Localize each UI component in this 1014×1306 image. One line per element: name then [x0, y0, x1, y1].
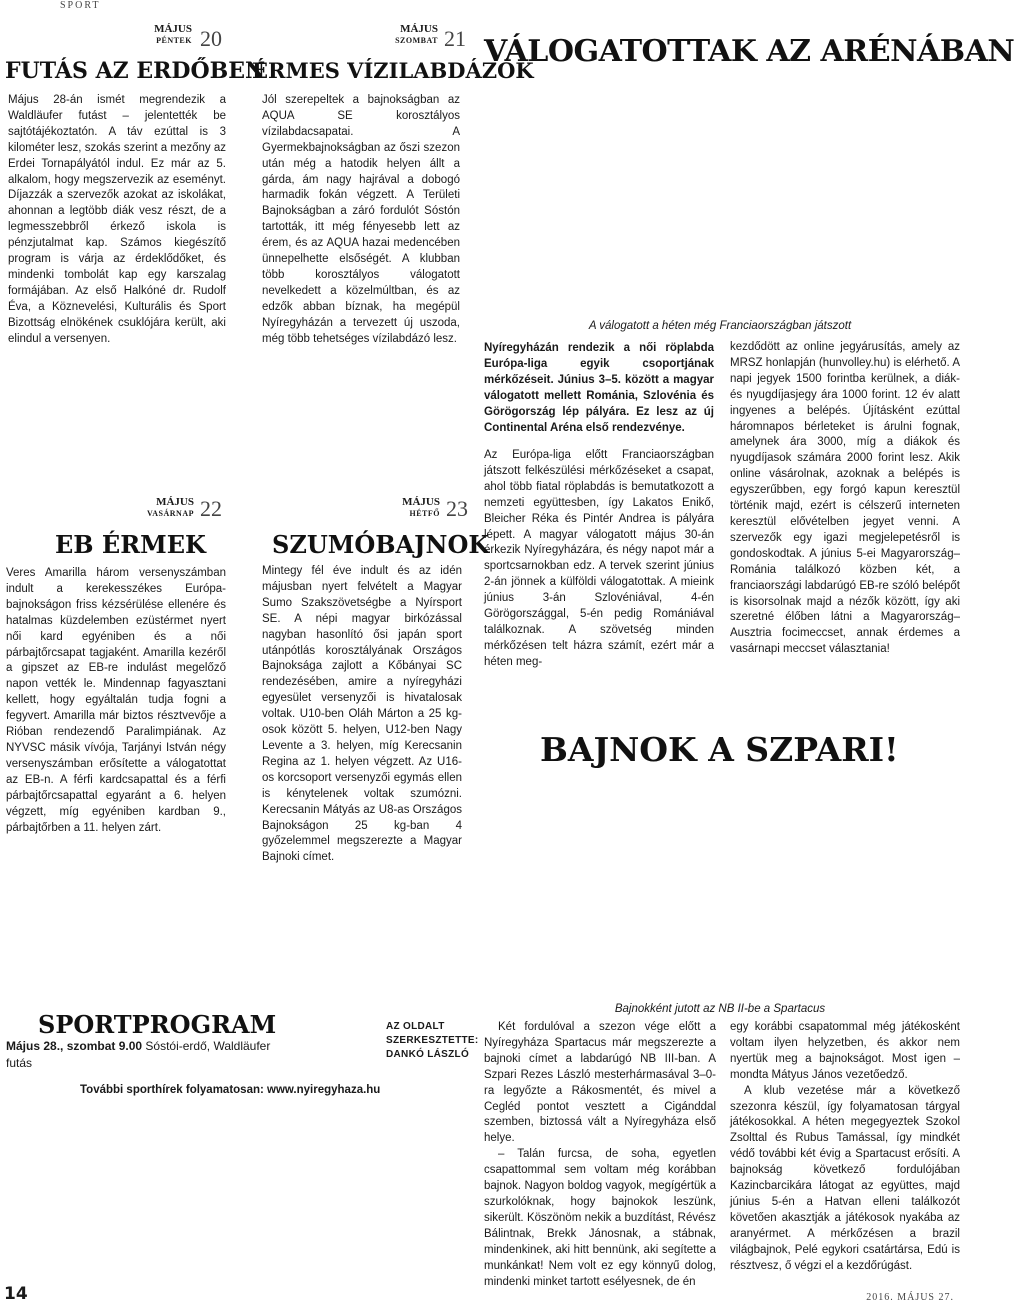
article-title: VÁLOGATOTTAK AZ ARÉNÁBAN — [484, 34, 1014, 69]
article-body — [484, 1020, 716, 1290]
date-weekday: SZOMBAT — [395, 36, 438, 45]
article-body: Az Európa-liga előtt Franciaországban játszott felkészülési mérkőzéseket a csapat, ahol több fiatal röplabdás is bemutatkozott a nemzeti együttesben, így Lakatos Enikő, Bleicher Réka és Pintér Andrea is pályára lépett. A magyar válogatott május 30-án érkezik Nyíregyházára, és négy napot már a sportcsarnokban edz. A tervek szerint június 2-án jönnek a külföldi válogatottak. A mieink június 3-án Szlovéniával, 4-én Görögországgal, 5-én pedig Romániával találkoznak. A szövetség minden mérkőzésen telt házra számít, ezért már a héten meg- — [484, 449, 714, 668]
article-body: Május 28-án ismét megrendezik a Waldläufer futást – jelentették be sajtótájékoztatón. A táv ezúttal is 3 kilométer lesz, szokás szerint a mezőny az Erdei Tornapályától indul. Ez már az 5. alkalom, hogy megszervezik az eseményt. Díjazzák a szervezők azokat az iskolákat, ahonnan a legtöbb diák vesz részt, de a legmesszebbről érkező iskola is pénzjutalmat kap. Számos kiegészítő program is várja az érdeklődőket, és mindenki tombolát kap egy karszalag formájában. Az első Halkóné dr. Rudolf Éva, a Köznevelési, Kulturális és Sport Bizottság elnökének csuklójára került, aki elindul a versenyen. — [8, 94, 226, 345]
date-day: 23 — [446, 496, 468, 521]
date-month: MÁJUS — [156, 496, 194, 508]
article-title: EB ÉRMEK — [55, 530, 206, 559]
more-news-link[interactable]: További sporthírek folyamatosan: www.nyiregyhaza.hu — [80, 1084, 381, 1096]
photo-caption: A válogatott a héten még Franciaországban játszott — [588, 320, 852, 332]
editor-name: DANKÓ LÁSZLÓ — [386, 1049, 470, 1060]
page-number: 14 — [4, 1284, 28, 1304]
date-month: MÁJUS — [402, 496, 440, 508]
article-lead: Nyíregyházán rendezik a női röplabda Európa-liga egyik csoportjának mérkőzéseit. Június 3–5. között a magyar válogatott mellett Románia, Szlovénia és Görögország lép pályára. Ez lesz az új Continental Aréna első rendezvénye. — [484, 342, 714, 434]
date-day: 22 — [200, 496, 222, 521]
date-block — [384, 497, 440, 519]
article-body: Veres Amarilla három versenyszámban indult a kerekesszékes Európa-bajnokságon friss kézsérülése ellenére és hatalmas küzdelemben ezüstérmet nyert női kard egyéniben és a női párbajtőrcsapat tagjaként. Amarilla kezéről a gipszet az EB-re indulást megelőző napon vették le. Mindennap fagyasztani kellett, hogy egyáltalán tudja fogni a fegyvert. Amarilla már biztos résztvevője a Rióban rendezendő Paralimpiának. Az NYVSC másik vívója, Tarjányi István négy versenyszámban erősítette a válogatottat az EB-n. A férfi kardcsapattal és a férfi párbajtőrcsapattal egyaránt a 6. helyen végzett, míg egyéniben kardban 9., párbajtőrben a 11. helyen zárt. — [6, 567, 226, 834]
program-title: SPORTPROGRAM — [38, 1010, 277, 1039]
section-label: SPORT — [60, 0, 101, 11]
date-day: 20 — [200, 26, 222, 51]
article-body: Jól szerepeltek a bajnokságban az AQUA SE korosztályos vízilabdacsapatai. A Gyermekbajnokságban az őszi szezon után még a hatodik helyen állt a gárda, ám nagy hajrával a dobogó harmadik fokán végzett. A Területi Bajnokságban a záró fordulót Sóstón tartották, itt még fényesebb lett az érem, és az AQUA hazai medencében ünnepelhette elsőségét. A klubban több korosztályos válogatott nevelkedett a közelmúltban, és az edzők abban bíznak, ha megépül Nyíregyházán a tervezett új uszoda, még több tehetséges vízilabdázó lesz. — [262, 94, 460, 345]
article-title: FUTÁS AZ ERDŐBEN — [5, 58, 266, 84]
article-body-continued: kezdődött az online jegyárusítás, amely az MRSZ honlapján (hunvolley.hu) is elérhető. A napi jegyek 1500 forintba kerülnek, a diák- és nyugdíjasjegy ára 1000 forint. 12 év alatt ingyenes a belépés. Újításként ezúttal háromnapos bérleteket is árulni fognak, amelynek ára 3000, míg a diákok és nyugdíjasok számára 2000 forint lesz. Akik online vásárolnak, azoknak a belépés is egyszerűbben, egy forgó kapun keresztül történik majd, ezért is célszerű interneten keresztül elővételben jegyet venni. A szervezők egy igazi megjelepetésről is gondoskodtak. A június 5-ei Magyarország–Románia találkozó közben két, a franciaországi labdarúgó EB-re szóló belépőt is kisorsolnak majd a nézők között, így aki szeretné élőben látni a Magyarország–Ausztria focimeccset, annak érdemes a vasárnapi meccset választania! — [730, 341, 960, 656]
date-block — [140, 24, 192, 46]
date-weekday: VASÁRNAP — [147, 509, 194, 518]
article-title: ÉRMES VÍZILABDÁZÓK — [252, 58, 534, 83]
date-weekday: HÉTFŐ — [409, 509, 440, 518]
program-place: Sóstói-erdő, Waldläufer futás — [6, 1039, 271, 1070]
article-body-continued — [730, 1020, 960, 1275]
date-day: 21 — [444, 26, 466, 51]
paragraph: A klub vezetése már a következő szezonra készül, így folyamatosan tárgyal játékosokkal. A héten megegyeztek Szokol Zsolttal és Rubus Tamással, így mindkét védő további két évig a Spartacust erősíti. A bajnokság következő fordulójában Kazincbarcikára látogat az együttes, majd június 5-én a Hatvan elleni találkozót követően akasztják a játékosok nyakába az aranyérmet. A mérkőzésen a brazil világbajnok, Pelé egykori csatártársa, Edú is résztvesz, ő végzi el a kezdőrúgást. — [730, 1084, 960, 1272]
article-title: SZUMÓBAJNOK — [272, 530, 490, 559]
issue-date: 2016. MÁJUS 27. — [866, 1292, 954, 1303]
date-block — [130, 497, 194, 519]
editor-credit — [386, 1020, 479, 1062]
editor-line: SZERKESZTETTE: — [386, 1035, 479, 1046]
photo-caption: Bajnokként jutott az NB II-be a Spartacus — [614, 1003, 826, 1015]
date-block — [380, 24, 438, 46]
date-weekday: PÉNTEK — [156, 36, 192, 45]
paragraph: egy korábbi csapatommal még játékosként voltam ilyen helyzetben, és akkor nem nyertük meg a bajnokságot. Most igen – mondta Mátyus János vezetőedző. — [730, 1021, 960, 1081]
date-month: MÁJUS — [154, 23, 192, 35]
paragraph: – Talán furcsa, de soha, egyetlen csapattommal sem voltam még korábban bajnok. Nagyon boldog vagyok, megígértük a szurkolóknak, hogy bajnokok leszünk, sikerült. Köszönöm nekik a buzdítást, Révész Bálintnak, Brekk Jánosnak, a stábnak, mindenkinek, aki hitt bennünk, aki segítette a munkánkat! Nem volt ez egy könnyű dolog, mindenki minket tartott esélyesnek, de én — [484, 1148, 716, 1288]
editor-line: AZ OLDALT — [386, 1021, 445, 1032]
article-body: Mintegy fél éve indult és az idén májusban nyert felvételt a Magyar Sumo Szakszövetségbe a Nyírsport SE. A népi magyar birkózással nagyban hasonlító ősi japán sport utánpótlás korosztályának Országos Bajnoksága zajlott a Kőbányai SC rendezésében, amire a nyíregyházi egyesület versenyzői is hivatalosak voltak. U10-ben Oláh Márton a 25 kg-osok között 5. helyen, U12-ben Nagy Levente a 3. helyen, míg Kerecsanin Regina az 1. helyen végzett. Az U16-os korcsoport versenyzői egymás ellen is kénytelenek voltak szumózni. Kerecsanin Mátyás az U8-as Országos Bajnokságon 25 kg-ban 4 győzelemmel megszerezte a Magyar Bajnoki címet. — [262, 565, 462, 864]
article-title: BAJNOK A SZPARI! — [540, 730, 899, 769]
date-month: MÁJUS — [400, 23, 438, 35]
program-entry — [6, 1038, 296, 1072]
paragraph: Két fordulóval a szezon vége előtt a Nyíregyháza Spartacus már megszerezte a bajnoki címet a labdarúgó NB III-ban. A Szpari Rezes László mesterhármasával 3–0-ra legyőzte a Rákosmentét, és mivel a Cegléd pontot vesztett a Cigánddal szemben, biztossá vált a Nyíregyháza első helye. — [484, 1021, 716, 1145]
program-date: Május 28., szombat 9.00 — [6, 1039, 143, 1053]
